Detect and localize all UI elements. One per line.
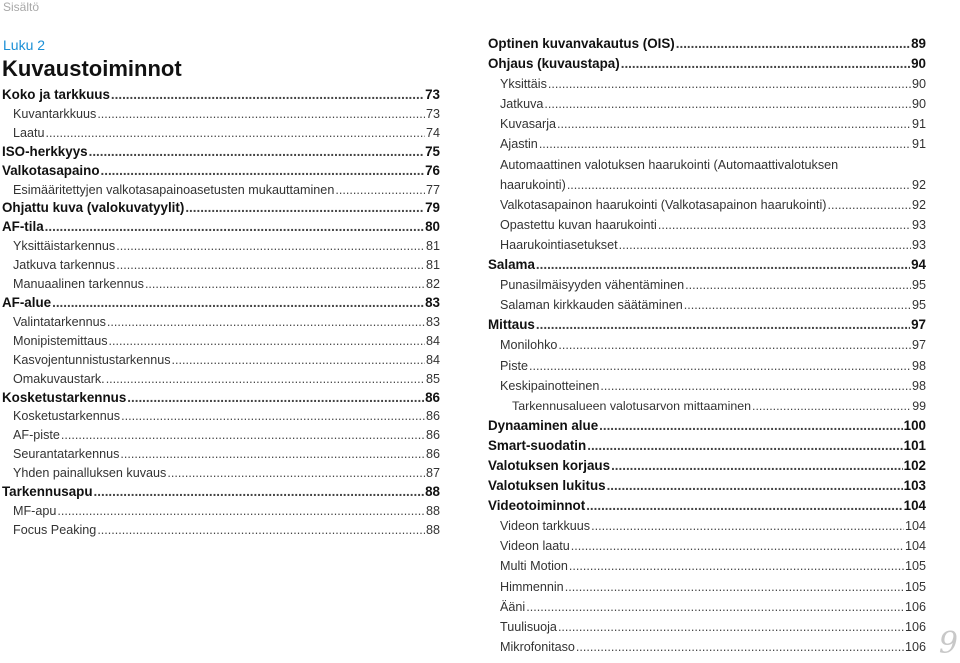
toc-entry-page: 89 <box>911 36 926 51</box>
toc-entry-title: Yksittäistarkennus <box>13 239 116 254</box>
toc-entry-page: 86 <box>425 409 440 424</box>
toc-entry-page: 101 <box>903 437 926 453</box>
toc-entry[interactable] <box>488 456 926 476</box>
toc-dot-leader <box>52 294 424 313</box>
toc-entry-title: Laatu <box>13 125 45 140</box>
toc-entry-title: Salama <box>488 257 535 273</box>
toc-entry-page: 88 <box>425 522 440 537</box>
toc-entry-page: 83 <box>425 314 440 329</box>
toc-entry-title: Ääni <box>500 599 526 614</box>
toc-entry[interactable] <box>488 235 926 255</box>
toc-entry[interactable] <box>488 416 926 436</box>
toc-entry[interactable] <box>488 436 926 456</box>
toc-entry-title: Tarkennusalueen valotusarvon mittaaminen <box>512 398 752 413</box>
toc-entry-page: 74 <box>425 125 440 140</box>
toc-dot-leader <box>120 445 425 464</box>
toc-entry-title: Monipistemittaus <box>13 333 108 348</box>
toc-entry-title: Mikrofonitaso <box>500 639 575 654</box>
toc-entry-page: 87 <box>425 466 440 481</box>
toc-entry[interactable] <box>488 335 926 355</box>
toc-entry[interactable] <box>2 313 440 332</box>
toc-entry[interactable] <box>488 637 926 657</box>
toc-entry[interactable] <box>488 175 926 195</box>
toc-entry[interactable] <box>488 54 926 74</box>
toc-dot-leader <box>611 456 903 476</box>
toc-entry-title: Videon tarkkuus <box>500 519 591 534</box>
toc-entry-title: AF-piste <box>13 428 60 443</box>
toc-dot-leader <box>676 34 910 54</box>
toc-entry-title: Mittaus <box>488 317 535 333</box>
toc-entry-page: 73 <box>425 106 440 121</box>
toc-entry-title: Dynaaminen alue <box>488 417 599 433</box>
toc-dot-leader <box>167 464 425 483</box>
toc-entry[interactable] <box>488 275 926 295</box>
toc-entry-page: 93 <box>911 237 926 252</box>
toc-dot-leader <box>576 637 904 657</box>
toc-dot-leader <box>591 516 904 536</box>
toc-entry-page: 104 <box>904 539 926 554</box>
toc-dot-leader <box>116 256 425 275</box>
toc-entry-title: Kuvantarkkuus <box>13 106 97 121</box>
toc-entry[interactable] <box>488 577 926 597</box>
toc-entry-title: Kosketustarkennus <box>13 409 121 424</box>
toc-dot-leader <box>172 351 425 370</box>
chapter-title: Kuvaustoiminnot <box>2 56 182 81</box>
toc-dot-leader <box>536 255 910 275</box>
toc-entry-page: 88 <box>425 503 440 518</box>
toc-entry-page: 106 <box>904 639 926 654</box>
toc-entry-title: Tarkennusapu <box>2 484 93 500</box>
toc-entry-title: Himmennin <box>500 579 564 594</box>
toc-dot-leader <box>529 356 911 376</box>
toc-entry-page: 75 <box>425 143 440 159</box>
toc-dot-leader <box>97 105 425 124</box>
toc-entry-title: Kosketustarkennus <box>2 389 127 405</box>
toc-dot-leader <box>752 396 911 416</box>
toc-entry-page: 100 <box>903 417 926 433</box>
toc-dot-leader <box>658 215 911 235</box>
toc-entry-page: 77 <box>425 182 440 197</box>
toc-entry-title: Ohjattu kuva (valokuvatyylit) <box>2 200 185 216</box>
toc-entry-page: 91 <box>911 117 926 132</box>
toc-entry-page: 79 <box>425 200 440 216</box>
toc-entry[interactable] <box>488 195 926 215</box>
toc-entry-page: 86 <box>425 447 440 462</box>
toc-entry-title: Valkotasapainon haarukointi (Valkotasapainon haarukointi) <box>500 197 827 212</box>
toc-entry[interactable] <box>2 294 440 313</box>
toc-dot-leader <box>106 370 425 389</box>
toc-entry-title: Opastettu kuvan haarukointi <box>500 217 657 232</box>
toc-entry-title: Koko ja tarkkuus <box>2 87 110 102</box>
toc-entry-title: Ajastin <box>500 137 538 152</box>
toc-entry[interactable] <box>488 315 926 335</box>
toc-entry-page: 94 <box>911 257 926 273</box>
toc-dot-leader <box>569 556 904 576</box>
toc-entry-page: 97 <box>911 338 926 353</box>
toc-entry[interactable] <box>2 256 440 275</box>
toc-dot-leader <box>536 315 910 335</box>
toc-dot-leader <box>89 143 424 162</box>
toc-entry[interactable] <box>488 396 926 416</box>
toc-dot-leader <box>127 389 424 408</box>
toc-entry-title: AF-alue <box>2 294 52 310</box>
toc-right-column <box>488 34 926 657</box>
toc-entry[interactable] <box>2 181 440 200</box>
toc-entry-page: 104 <box>904 519 926 534</box>
toc-entry[interactable] <box>2 426 440 445</box>
toc-entry-title: Tuulisuoja <box>500 619 557 634</box>
toc-dot-leader <box>97 521 425 540</box>
toc-entry-title: Focus Peaking <box>13 522 97 537</box>
toc-entry[interactable] <box>2 521 440 540</box>
toc-entry-title: Videotoiminnot <box>488 498 586 514</box>
toc-entry-title: Yksittäis <box>500 77 547 92</box>
toc-entry[interactable] <box>488 597 926 617</box>
toc-entry-title: Esimääritettyjen valkotasapainoasetusten mukauttaminen <box>13 182 335 197</box>
toc-entry-page: 90 <box>911 97 926 112</box>
toc-entry[interactable] <box>488 155 926 175</box>
toc-entry[interactable] <box>488 516 926 536</box>
toc-entry-title: Jatkuva <box>500 97 544 112</box>
toc-entry-title: Piste <box>500 358 528 373</box>
toc-entry-page: 82 <box>425 277 440 292</box>
toc-entry-page: 106 <box>904 619 926 634</box>
toc-dot-leader <box>621 54 910 74</box>
toc-dot-leader <box>827 195 911 215</box>
toc-entry-page: 102 <box>903 457 926 473</box>
toc-dot-leader <box>109 332 425 351</box>
toc-entry-title: Valintatarkennus <box>13 314 106 329</box>
toc-entry-page: 97 <box>911 317 926 333</box>
toc-dot-leader <box>571 536 904 556</box>
toc-entry-page: 76 <box>425 162 440 178</box>
toc-dot-leader <box>116 237 425 256</box>
toc-entry[interactable] <box>2 218 440 237</box>
toc-dot-leader <box>599 416 903 436</box>
toc-entry-title: Automaattinen valotuksen haarukointi (Automaattivalotuksen <box>500 157 839 172</box>
toc-entry-page: 92 <box>911 197 926 212</box>
toc-entry[interactable] <box>2 407 440 426</box>
toc-entry[interactable] <box>488 215 926 235</box>
toc-entry[interactable] <box>488 134 926 154</box>
toc-entry[interactable] <box>488 496 926 516</box>
toc-entry-page: 98 <box>911 358 926 373</box>
toc-entry-page: 85 <box>425 371 440 386</box>
toc-entry-page: 86 <box>425 389 440 405</box>
toc-entry-page: 84 <box>425 333 440 348</box>
toc-entry-page: 105 <box>904 559 926 574</box>
toc-entry-title: Ohjaus (kuvaustapa) <box>488 56 620 72</box>
toc-dot-leader <box>111 86 424 105</box>
toc-entry-title: Valotuksen korjaus <box>488 457 611 473</box>
toc-dot-leader <box>587 436 902 456</box>
toc-dot-leader <box>607 476 903 496</box>
toc-entry[interactable] <box>488 34 926 54</box>
toc-dot-leader <box>558 617 904 637</box>
toc-entry-page: 88 <box>425 484 440 500</box>
toc-entry[interactable] <box>488 295 926 315</box>
toc-dot-leader <box>335 181 425 200</box>
toc-entry-page: 93 <box>911 217 926 232</box>
toc-entry[interactable] <box>488 114 926 134</box>
toc-entry[interactable] <box>488 255 926 275</box>
toc-entry-page: 95 <box>911 298 926 313</box>
toc-entry-page: 99 <box>912 398 926 413</box>
toc-entry-title: Omakuvaustark. <box>13 371 105 386</box>
chapter-label: Luku 2 <box>3 37 46 53</box>
section-label: Sisältö <box>3 0 40 14</box>
toc-dot-leader <box>685 275 911 295</box>
toc-entry[interactable] <box>2 275 440 294</box>
toc-entry[interactable] <box>488 617 926 637</box>
toc-entry-title: Punasilmäisyyden vähentäminen <box>500 278 685 293</box>
toc-entry[interactable] <box>488 556 926 576</box>
toc-dot-leader <box>121 407 425 426</box>
toc-dot-leader <box>185 199 424 218</box>
toc-entry[interactable] <box>488 74 926 94</box>
toc-dot-leader <box>526 597 904 617</box>
toc-entry-page: 104 <box>903 498 926 514</box>
toc-entry[interactable] <box>2 143 440 162</box>
toc-dot-leader <box>558 335 911 355</box>
toc-entry[interactable] <box>2 389 440 408</box>
toc-entry-title: Keskipainotteinen <box>500 378 600 393</box>
toc-entry[interactable] <box>488 376 926 396</box>
toc-entry-title: Monilohko <box>500 338 558 353</box>
toc-entry[interactable] <box>2 483 440 502</box>
toc-entry[interactable] <box>2 199 440 218</box>
toc-entry-page: 81 <box>425 258 440 273</box>
toc-entry-page: 90 <box>911 77 926 92</box>
toc-dot-leader <box>565 577 904 597</box>
toc-entry-title: Optinen kuvanvakautus (OIS) <box>488 36 675 51</box>
toc-entry-title: Valkotasapaino <box>2 162 100 178</box>
toc-dot-leader <box>600 376 911 396</box>
toc-dot-leader <box>57 502 425 521</box>
toc-entry[interactable] <box>2 237 440 256</box>
toc-entry-page: 98 <box>911 378 926 393</box>
toc-entry[interactable] <box>488 536 926 556</box>
toc-left-column <box>2 86 440 540</box>
toc-entry-title: MF-apu <box>13 503 57 518</box>
toc-dot-leader <box>107 313 425 332</box>
toc-entry[interactable] <box>488 476 926 496</box>
toc-dot-leader <box>145 275 425 294</box>
toc-dot-leader <box>61 426 425 445</box>
toc-entry-page: 73 <box>425 87 440 102</box>
toc-entry[interactable] <box>488 356 926 376</box>
toc-dot-leader <box>46 124 425 143</box>
toc-entry-page: 103 <box>903 478 926 494</box>
toc-entry[interactable] <box>2 124 440 143</box>
toc-entry-title: Valotuksen lukitus <box>488 478 606 494</box>
toc-entry[interactable] <box>2 351 440 370</box>
toc-entry-title: Videon laatu <box>500 539 570 554</box>
toc-entry-title: AF-tila <box>2 219 44 235</box>
toc-entry-title: Jatkuva tarkennus <box>13 258 116 273</box>
toc-entry[interactable] <box>488 94 926 114</box>
toc-entry-title: ISO-herkkyys <box>2 143 88 159</box>
toc-dot-leader <box>619 235 911 255</box>
toc-entry[interactable] <box>2 445 440 464</box>
toc-entry-title: Yhden painalluksen kuvaus <box>13 466 167 481</box>
toc-entry[interactable] <box>2 105 440 124</box>
toc-entry[interactable] <box>2 502 440 521</box>
toc-entry-page: 81 <box>425 239 440 254</box>
toc-entry-title: Smart-suodatin <box>488 437 587 453</box>
toc-entry-page: 91 <box>911 137 926 152</box>
toc-entry[interactable] <box>2 162 440 181</box>
toc-entry-page: 106 <box>904 599 926 614</box>
toc-entry-title: Seurantatarkennus <box>13 447 120 462</box>
toc-dot-leader <box>544 94 911 114</box>
toc-entry-title: haarukointi) <box>500 177 566 192</box>
toc-entry-title: Salaman kirkkauden säätäminen <box>500 298 683 313</box>
toc-entry-title: Kuvasarja <box>500 117 557 132</box>
toc-dot-leader <box>539 134 911 154</box>
toc-entry-page: 86 <box>425 428 440 443</box>
toc-entry[interactable] <box>2 464 440 483</box>
toc-entry-page: 95 <box>911 278 926 293</box>
toc-entry-title: Kasvojentunnistustarkennus <box>13 352 171 367</box>
toc-entry-title: Haarukointiasetukset <box>500 237 618 252</box>
toc-dot-leader <box>548 74 911 94</box>
toc-entry[interactable] <box>2 86 440 105</box>
toc-entry-page: 80 <box>425 219 440 235</box>
toc-dot-leader <box>586 496 902 516</box>
toc-dot-leader <box>101 162 425 181</box>
toc-dot-leader <box>45 218 424 237</box>
toc-entry-title: Manuaalinen tarkennus <box>13 277 144 292</box>
toc-entry-page: 105 <box>904 579 926 594</box>
toc-entry-page: 84 <box>425 352 440 367</box>
toc-entry[interactable] <box>2 332 440 351</box>
toc-entry-title: Multi Motion <box>500 559 568 574</box>
toc-entry-page: 83 <box>425 294 440 310</box>
toc-entry-page: 90 <box>911 56 926 72</box>
toc-dot-leader <box>557 114 911 134</box>
toc-entry-page: 92 <box>911 177 926 192</box>
page-number: 9 <box>938 626 958 661</box>
toc-dot-leader <box>94 483 425 502</box>
toc-dot-leader <box>684 295 911 315</box>
toc-entry[interactable] <box>2 370 440 389</box>
toc-dot-leader <box>567 175 911 195</box>
